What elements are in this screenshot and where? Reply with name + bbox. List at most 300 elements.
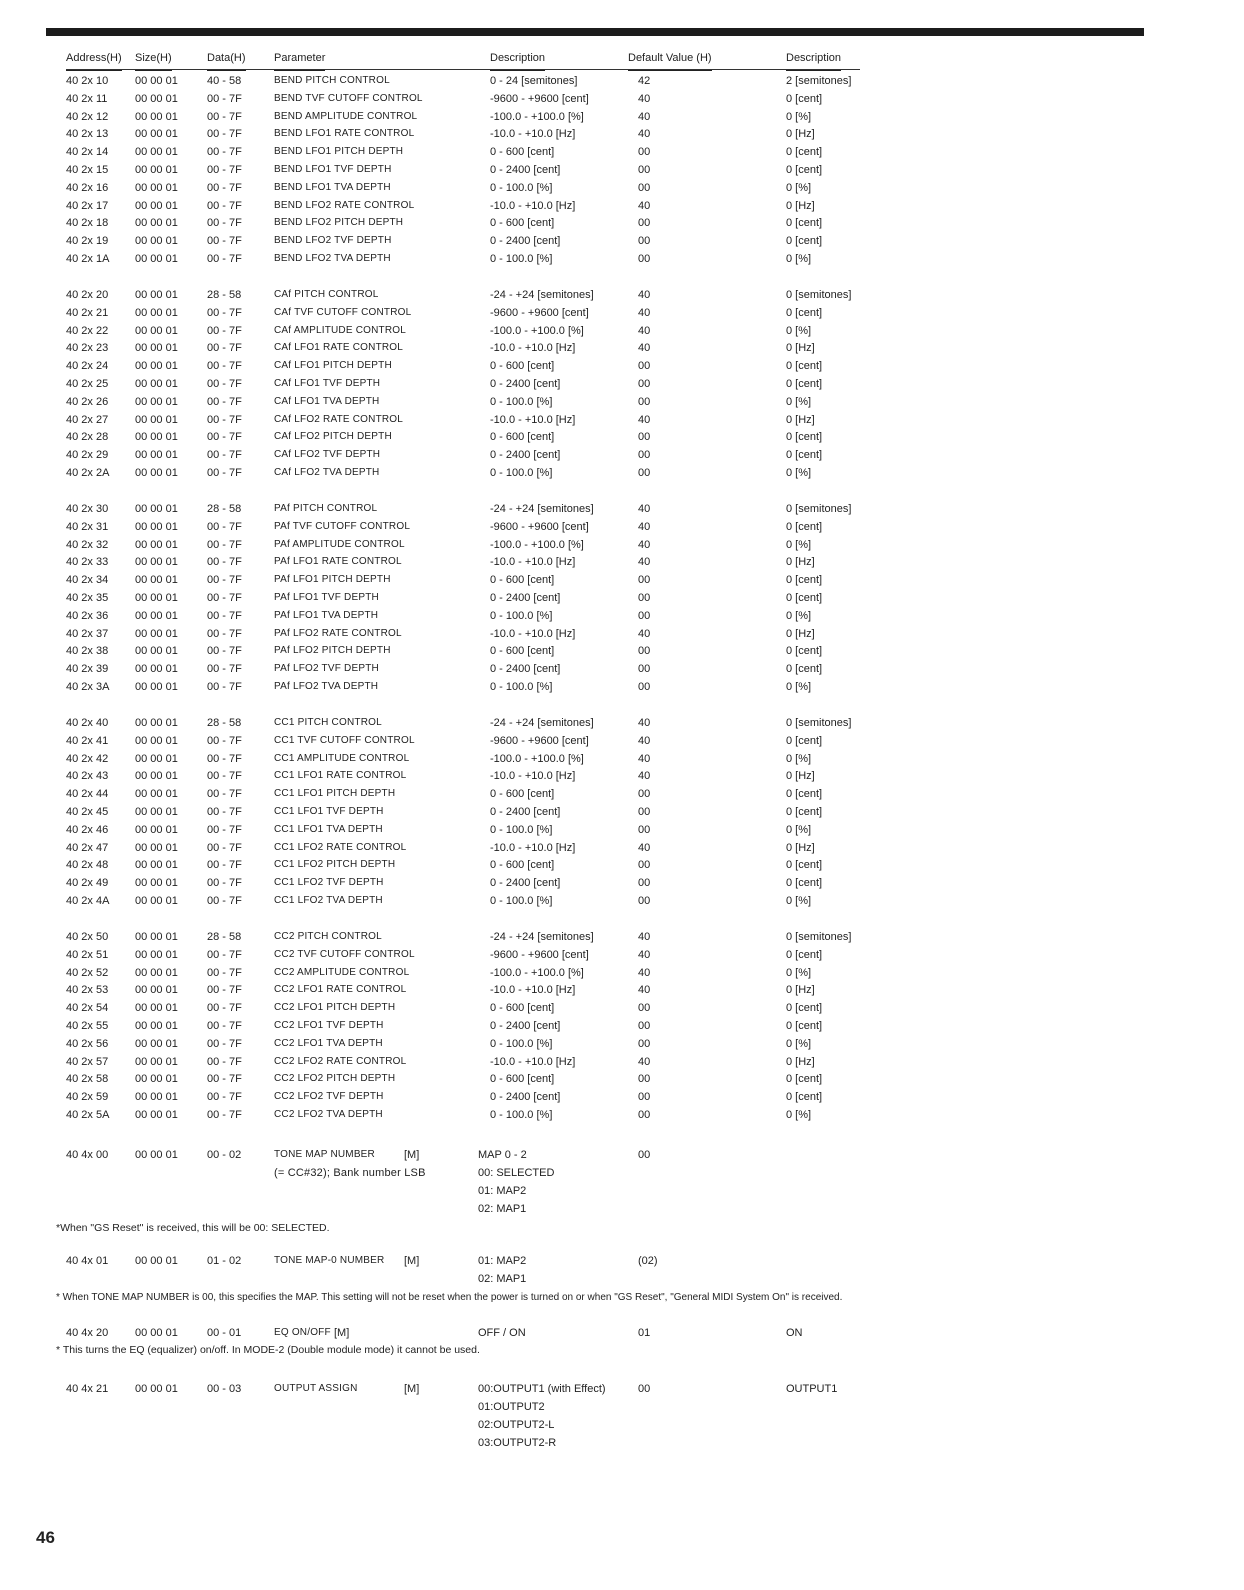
cell-data: 00 - 7F (207, 556, 242, 569)
cell-size: 00 00 01 (135, 734, 178, 747)
cell-description-2: 0 [%] (786, 324, 812, 337)
cell-default: 40 (638, 128, 651, 141)
cell-description-2: 0 [cent] (786, 859, 823, 872)
cell-default: 40 (638, 342, 651, 355)
cell-size: 00 00 01 (135, 1109, 178, 1121)
cell-data: 00 - 7F (207, 859, 242, 872)
table-row (0, 197, 1244, 215)
cell-size: 00 00 01 (135, 752, 178, 765)
cell-size: 00 00 01 (135, 520, 178, 533)
cell-default: 00 (638, 1037, 651, 1050)
table-row (0, 767, 1244, 785)
cell-address: 40 2x 19 (66, 235, 109, 248)
cell-description-2: 0 [%] (786, 966, 812, 979)
cell-size: 00 00 01 (135, 1255, 178, 1267)
cell-description: 0 - 2400 [cent] (490, 449, 561, 462)
cell-size: 00 00 01 (135, 306, 178, 319)
cell-address: 40 2x 26 (66, 395, 109, 408)
cell-description: 0 - 2400 [cent] (490, 1020, 561, 1032)
cell-default: 00 (638, 823, 651, 836)
cell-address: 40 2x 44 (66, 788, 109, 801)
header-rule (66, 69, 860, 70)
table-row (0, 108, 1244, 126)
cell-description-2: 0 [cent] (786, 449, 823, 462)
header-description-2: Description (786, 52, 841, 71)
cell-default: 00 (638, 467, 651, 479)
cell-description-2: 0 [Hz] (786, 199, 815, 212)
cell-address: 40 2x 13 (66, 128, 109, 141)
cell-parameter: BEND LFO1 PITCH DEPTH (274, 146, 404, 158)
cell-data: 00 - 7F (207, 181, 242, 194)
cell-address: 40 2x 3A (66, 681, 110, 693)
desc-line: 02: MAP1 (478, 1203, 527, 1215)
cell-parameter: CC2 LFO2 TVF DEPTH (274, 1091, 384, 1103)
cell-description: 0 - 100.0 [%] (490, 395, 553, 408)
cell-parameter: CAf LFO2 PITCH DEPTH (274, 431, 392, 443)
cell-address: 40 2x 11 (66, 92, 108, 105)
cell-parameter: PAf LFO2 TVA DEPTH (274, 681, 379, 692)
cell-description-2: 0 [cent] (786, 360, 823, 373)
table-row (0, 625, 1244, 643)
cell-description-2: 0 [cent] (786, 734, 823, 747)
cell-default: 00 (638, 1149, 651, 1161)
cell-data: 00 - 7F (207, 1073, 242, 1086)
cell-data: 00 - 7F (207, 538, 242, 551)
cell-default: 40 (638, 931, 651, 943)
table-row (0, 642, 1244, 660)
cell-description-2: 0 [cent] (786, 1002, 823, 1015)
cell-default: 40 (638, 110, 651, 123)
cell-default: 00 (638, 235, 651, 248)
cell-address: 40 2x 48 (66, 859, 109, 872)
table-row (0, 821, 1244, 839)
cell-size: 00 00 01 (135, 645, 178, 658)
cell-data: 00 - 7F (207, 467, 242, 479)
cell-parameter: CC1 PITCH CONTROL (274, 717, 382, 728)
table-row (0, 518, 1244, 536)
cell-size: 00 00 01 (135, 503, 178, 515)
table-row (0, 732, 1244, 750)
cell-address: 40 2x 5A (66, 1109, 110, 1121)
cell-data: 40 - 58 (207, 75, 242, 87)
cell-data: 00 - 02 (207, 1149, 242, 1161)
cell-default: 40 (638, 538, 651, 551)
header-size: Size(H) (135, 52, 172, 71)
cell-description-2: OUTPUT1 (786, 1383, 838, 1395)
cell-description-2: 0 [%] (786, 609, 812, 622)
cell-size: 00 00 01 (135, 378, 178, 390)
cell-parameter: PAf TVF CUTOFF CONTROL (274, 520, 411, 532)
cell-size: 00 00 01 (135, 931, 178, 943)
cell-size: 00 00 01 (135, 717, 178, 729)
cell-description: -100.0 - +100.0 [%] (490, 752, 584, 765)
cell-data: 00 - 7F (207, 823, 242, 836)
table-row (0, 589, 1244, 607)
table-row (0, 357, 1244, 375)
cell-parameter: CAf AMPLITUDE CONTROL (274, 324, 406, 336)
cell-address: 40 2x 20 (66, 289, 109, 301)
cell-size: 00 00 01 (135, 895, 178, 907)
cell-description-2: 0 [%] (786, 110, 812, 123)
cell-data: 00 - 7F (207, 235, 242, 248)
cell-size: 00 00 01 (135, 984, 178, 997)
cell-size: 00 00 01 (135, 146, 178, 159)
cell-default: 40 (638, 324, 651, 337)
cell-description-2: 0 [cent] (786, 146, 823, 159)
cell-data: 28 - 58 (207, 289, 242, 301)
cell-default: 40 (638, 289, 651, 301)
cell-description-2: 0 [cent] (786, 877, 823, 890)
cell-parameter: CC1 LFO2 TVA DEPTH (274, 895, 383, 906)
cell-address: 40 2x 36 (66, 609, 109, 622)
cell-default: 40 (638, 752, 651, 765)
cell-data: 00 - 7F (207, 966, 242, 979)
table-row (0, 839, 1244, 857)
desc-line: 01:OUTPUT2 (478, 1401, 545, 1413)
cell-parameter: CC1 LFO1 PITCH DEPTH (274, 788, 396, 800)
cell-data: 01 - 02 (207, 1255, 242, 1267)
top-rule (46, 28, 1144, 36)
cell-description: -9600 - +9600 [cent] (490, 734, 589, 747)
cell-description: 0 - 100.0 [%] (490, 609, 553, 622)
cell-data: 00 - 7F (207, 645, 242, 658)
cell-address: 40 2x 56 (66, 1037, 109, 1050)
cell-default: 00 (638, 1020, 651, 1032)
cell-parameter: CC2 LFO1 TVF DEPTH (274, 1020, 384, 1031)
cell-description-2: 0 [cent] (786, 645, 823, 658)
cell-address: 40 2x 15 (66, 164, 109, 176)
cell-description-2: 0 [semitones] (786, 503, 852, 515)
table-row (0, 1088, 1244, 1106)
cell-default: 00 (638, 1091, 651, 1104)
cell-data: 00 - 7F (207, 806, 242, 818)
cell-parameter: CAf LFO2 TVA DEPTH (274, 467, 380, 478)
cell-parameter: CC2 LFO2 TVA DEPTH (274, 1109, 383, 1120)
header-default-value: Default Value (H) (628, 52, 712, 71)
cell-data: 00 - 7F (207, 734, 242, 747)
cell-address: 40 2x 35 (66, 592, 109, 604)
cell-parameter: CC2 PITCH CONTROL (274, 931, 382, 942)
cell-parameter: PAf LFO2 TVF DEPTH (274, 663, 379, 675)
cell-address: 40 2x 57 (66, 1055, 109, 1068)
cell-data: 00 - 7F (207, 306, 242, 319)
cell-description-2: 0 [%] (786, 752, 812, 765)
cell-size: 00 00 01 (135, 877, 178, 890)
cell-default: 00 (638, 164, 651, 176)
cell-default: 00 (638, 592, 651, 604)
cell-description: -24 - +24 [semitones] (490, 289, 594, 301)
cell-size: 00 00 01 (135, 342, 178, 355)
table-row (0, 90, 1244, 108)
cell-description: 0 - 100.0 [%] (490, 1037, 553, 1050)
cell-size: 00 00 01 (135, 217, 178, 230)
cell-default: 00 (638, 806, 651, 818)
cell-description: -100.0 - +100.0 [%] (490, 538, 584, 551)
cell-parameter: CC1 LFO1 TVF DEPTH (274, 806, 384, 817)
cell-description: -10.0 - +10.0 [Hz] (490, 128, 576, 141)
cell-data: 00 - 7F (207, 948, 242, 961)
tone-map-note: *When "GS Reset" is received, this will be 00: SELECTED. (56, 1222, 330, 1234)
cell-description: 0 - 600 [cent] (490, 217, 555, 230)
cell-description-2: 0 [semitones] (786, 931, 852, 943)
cell-description-2: 0 [cent] (786, 663, 823, 676)
cell-size: 00 00 01 (135, 592, 178, 604)
cell-parameter: CC1 LFO1 TVA DEPTH (274, 823, 383, 835)
cell-description: 0 - 2400 [cent] (490, 378, 561, 390)
table-row (0, 981, 1244, 999)
cell-size: 00 00 01 (135, 92, 178, 105)
cell-default: 00 (638, 217, 651, 230)
cell-address: 40 2x 37 (66, 627, 109, 640)
cell-description-2: 0 [cent] (786, 574, 823, 587)
cell-parameter: BEND AMPLITUDE CONTROL (274, 110, 418, 122)
cell-size: 00 00 01 (135, 948, 178, 961)
header-description: Description (490, 52, 545, 71)
cell-parameter: CAf LFO2 TVF DEPTH (274, 449, 381, 461)
cell-address: 40 2x 42 (66, 752, 109, 765)
cell-address: 40 2x 12 (66, 110, 109, 123)
cell-address: 40 2x 40 (66, 717, 109, 729)
table-row (0, 500, 1244, 518)
cell-address: 40 2x 18 (66, 217, 109, 230)
table-row (0, 1070, 1244, 1088)
cell-data: 00 - 7F (207, 788, 242, 801)
cell-data: 00 - 7F (207, 770, 242, 783)
cell-default: 00 (638, 859, 651, 872)
table-row-eq (0, 1324, 1244, 1342)
cell-address: 40 2x 52 (66, 966, 109, 979)
cell-data: 00 - 7F (207, 217, 242, 230)
desc-line: 02: MAP1 (478, 1273, 527, 1285)
cell-default: 40 (638, 948, 651, 961)
cell-default: 00 (638, 877, 651, 890)
cell-description-2: 0 [Hz] (786, 841, 815, 854)
cell-size: 00 00 01 (135, 360, 178, 373)
table-row-tone-map (0, 1146, 1244, 1164)
cell-description: 0 - 600 [cent] (490, 859, 555, 872)
table-row (0, 411, 1244, 429)
cell-size: 00 00 01 (135, 1055, 178, 1068)
table-row (0, 874, 1244, 892)
cell-description-2: 0 [cent] (786, 431, 823, 444)
desc-line: 00: SELECTED (478, 1167, 555, 1179)
cell-default: 40 (638, 1055, 651, 1068)
cell-parameter: CC2 LFO2 PITCH DEPTH (274, 1073, 396, 1085)
cell-size: 00 00 01 (135, 449, 178, 462)
cell-data: 28 - 58 (207, 717, 242, 729)
cell-description-2: 0 [cent] (786, 806, 823, 818)
desc-line: 03:OUTPUT2-R (478, 1437, 557, 1449)
cell-address: 40 2x 33 (66, 556, 109, 569)
cell-parameter: BEND LFO2 TVF DEPTH (274, 235, 392, 247)
cell-data: 28 - 58 (207, 931, 242, 943)
table-row (0, 464, 1244, 482)
table-row (0, 214, 1244, 232)
cell-size: 00 00 01 (135, 1383, 178, 1395)
cell-description-2: 0 [%] (786, 681, 812, 693)
cell-description: -10.0 - +10.0 [Hz] (490, 1055, 576, 1068)
cell-data: 00 - 7F (207, 324, 242, 337)
cell-address: 40 2x 31 (66, 520, 109, 533)
cell-description: 0 - 600 [cent] (490, 645, 555, 658)
header-data: Data(H) (207, 52, 246, 71)
cell-address: 40 2x 41 (66, 734, 109, 747)
cell-default: 40 (638, 306, 651, 319)
cell-size: 00 00 01 (135, 75, 178, 87)
cell-address: 40 2x 55 (66, 1020, 109, 1032)
cell-description: 0 - 100.0 [%] (490, 823, 553, 836)
cell-description-2: 0 [%] (786, 253, 812, 265)
cell-address: 40 2x 58 (66, 1073, 109, 1086)
cell-description: -10.0 - +10.0 [Hz] (490, 413, 576, 426)
table-row (0, 607, 1244, 625)
cell-description: 0 - 600 [cent] (490, 788, 555, 801)
cell-description: 0 - 100.0 [%] (490, 181, 553, 194)
cell-data: 00 - 7F (207, 877, 242, 890)
cell-parameter: PAf LFO2 RATE CONTROL (274, 627, 402, 639)
cell-data: 00 - 7F (207, 1020, 242, 1032)
table-row (0, 785, 1244, 803)
cell-parameter: BEND LFO1 RATE CONTROL (274, 128, 415, 140)
cell-data: 00 - 7F (207, 1037, 242, 1050)
cell-parameter: CAf TVF CUTOFF CONTROL (274, 306, 412, 318)
cell-address: 40 2x 27 (66, 413, 109, 426)
cell-data: 00 - 7F (207, 128, 242, 141)
cell-address: 40 2x 29 (66, 449, 109, 462)
cell-description-2: 0 [cent] (786, 1091, 823, 1104)
cell-description: 0 - 2400 [cent] (490, 663, 561, 676)
cell-parameter: CAf LFO2 RATE CONTROL (274, 413, 404, 425)
cell-description-2: 0 [%] (786, 823, 812, 836)
table-row (0, 143, 1244, 161)
cell-data: 28 - 58 (207, 503, 242, 515)
cell-size: 00 00 01 (135, 859, 178, 872)
cell-description-2: 0 [%] (786, 895, 812, 907)
table-row (0, 999, 1244, 1017)
table-row (0, 714, 1244, 732)
cell-size: 00 00 01 (135, 324, 178, 337)
cell-description-2: 0 [%] (786, 1037, 812, 1050)
cell-mode: [M] (404, 1383, 420, 1395)
cell-default: 40 (638, 966, 651, 979)
cell-description-2: 0 [Hz] (786, 413, 815, 426)
cell-description-2: 0 [Hz] (786, 770, 815, 783)
desc-line: MAP 0 - 2 (478, 1149, 527, 1161)
table-row (0, 232, 1244, 250)
cell-data: 00 - 7F (207, 413, 242, 426)
cell-data: 00 - 7F (207, 164, 242, 176)
cell-parameter: CC1 AMPLITUDE CONTROL (274, 752, 410, 764)
cell-description: -10.0 - +10.0 [Hz] (490, 199, 576, 212)
cell-mode: [M] (404, 1255, 420, 1267)
cell-address: 40 2x 49 (66, 877, 109, 890)
cell-size: 00 00 01 (135, 1091, 178, 1104)
cell-description: -10.0 - +10.0 [Hz] (490, 984, 576, 997)
cell-default: 40 (638, 717, 651, 729)
cell-default: 40 (638, 734, 651, 747)
cell-description: 0 - 2400 [cent] (490, 592, 561, 604)
cell-parameter: PAf LFO1 TVA DEPTH (274, 609, 379, 621)
table-row (0, 678, 1244, 696)
cell-size: 00 00 01 (135, 627, 178, 640)
cell-default: 01 (638, 1327, 651, 1339)
table-row (0, 660, 1244, 678)
cell-address: 40 2x 16 (66, 181, 109, 194)
cell-size: 00 00 01 (135, 574, 178, 587)
tone-map-desc (478, 1146, 554, 1218)
table-row (0, 750, 1244, 768)
cell-description-2: 0 [semitones] (786, 289, 852, 301)
desc-line: 01: MAP2 (478, 1255, 527, 1267)
cell-description: -9600 - +9600 [cent] (490, 520, 589, 533)
cell-default: 00 (638, 1383, 651, 1395)
cell-default: 40 (638, 503, 651, 515)
cell-parameter: CC2 LFO2 RATE CONTROL (274, 1055, 407, 1067)
table-row (0, 304, 1244, 322)
cell-parameter: PAf LFO2 PITCH DEPTH (274, 645, 391, 657)
cell-default: 00 (638, 1109, 651, 1121)
cell-description-2: 0 [cent] (786, 217, 823, 230)
cell-description-2: 0 [%] (786, 538, 812, 551)
cell-default: 00 (638, 609, 651, 622)
cell-address: 40 2x 14 (66, 146, 109, 159)
cell-default: 00 (638, 253, 651, 265)
desc-line: 02:OUTPUT2-L (478, 1419, 555, 1431)
cell-size: 00 00 01 (135, 1037, 178, 1050)
cell-parameter: PAf LFO1 TVF DEPTH (274, 592, 379, 603)
cell-description-2: 0 [Hz] (786, 556, 815, 569)
tone-map-sub: (= CC#32); Bank number LSB (274, 1167, 426, 1179)
cell-default: 40 (638, 841, 651, 854)
cell-data: 00 - 7F (207, 342, 242, 355)
table-row (0, 1035, 1244, 1053)
table-row (0, 375, 1244, 393)
cell-size: 00 00 01 (135, 128, 178, 141)
cell-size: 00 00 01 (135, 467, 178, 479)
cell-data: 00 - 7F (207, 1091, 242, 1104)
cell-description-2: 0 [%] (786, 467, 812, 479)
cell-size: 00 00 01 (135, 823, 178, 836)
cell-description: 0 - 2400 [cent] (490, 164, 561, 176)
cell-size: 00 00 01 (135, 253, 178, 265)
cell-size: 00 00 01 (135, 164, 178, 176)
cell-parameter: CAf LFO1 TVF DEPTH (274, 378, 381, 389)
cell-address: 40 2x 4A (66, 895, 110, 907)
cell-default: 40 (638, 413, 651, 426)
cell-address: 40 2x 17 (66, 199, 109, 212)
table-row (0, 250, 1244, 268)
cell-data: 00 - 7F (207, 146, 242, 159)
cell-description: -10.0 - +10.0 [Hz] (490, 627, 576, 640)
cell-default: 40 (638, 92, 651, 105)
cell-default: 42 (638, 75, 651, 87)
cell-description: 0 - 600 [cent] (490, 360, 555, 373)
cell-parameter: CAf LFO1 PITCH DEPTH (274, 360, 392, 372)
cell-address: 40 2x 22 (66, 324, 109, 337)
table-row (0, 339, 1244, 357)
cell-size: 00 00 01 (135, 1327, 178, 1339)
cell-data: 00 - 7F (207, 1109, 242, 1121)
cell-size: 00 00 01 (135, 663, 178, 676)
cell-address: 40 2x 30 (66, 503, 109, 515)
cell-size: 00 00 01 (135, 413, 178, 426)
cell-size: 00 00 01 (135, 966, 178, 979)
cell-description: 0 - 600 [cent] (490, 431, 555, 444)
cell-data: 00 - 7F (207, 1002, 242, 1015)
cell-default: 00 (638, 1073, 651, 1086)
cell-description-2: 0 [cent] (786, 1020, 823, 1032)
cell-description-2: 0 [Hz] (786, 627, 815, 640)
